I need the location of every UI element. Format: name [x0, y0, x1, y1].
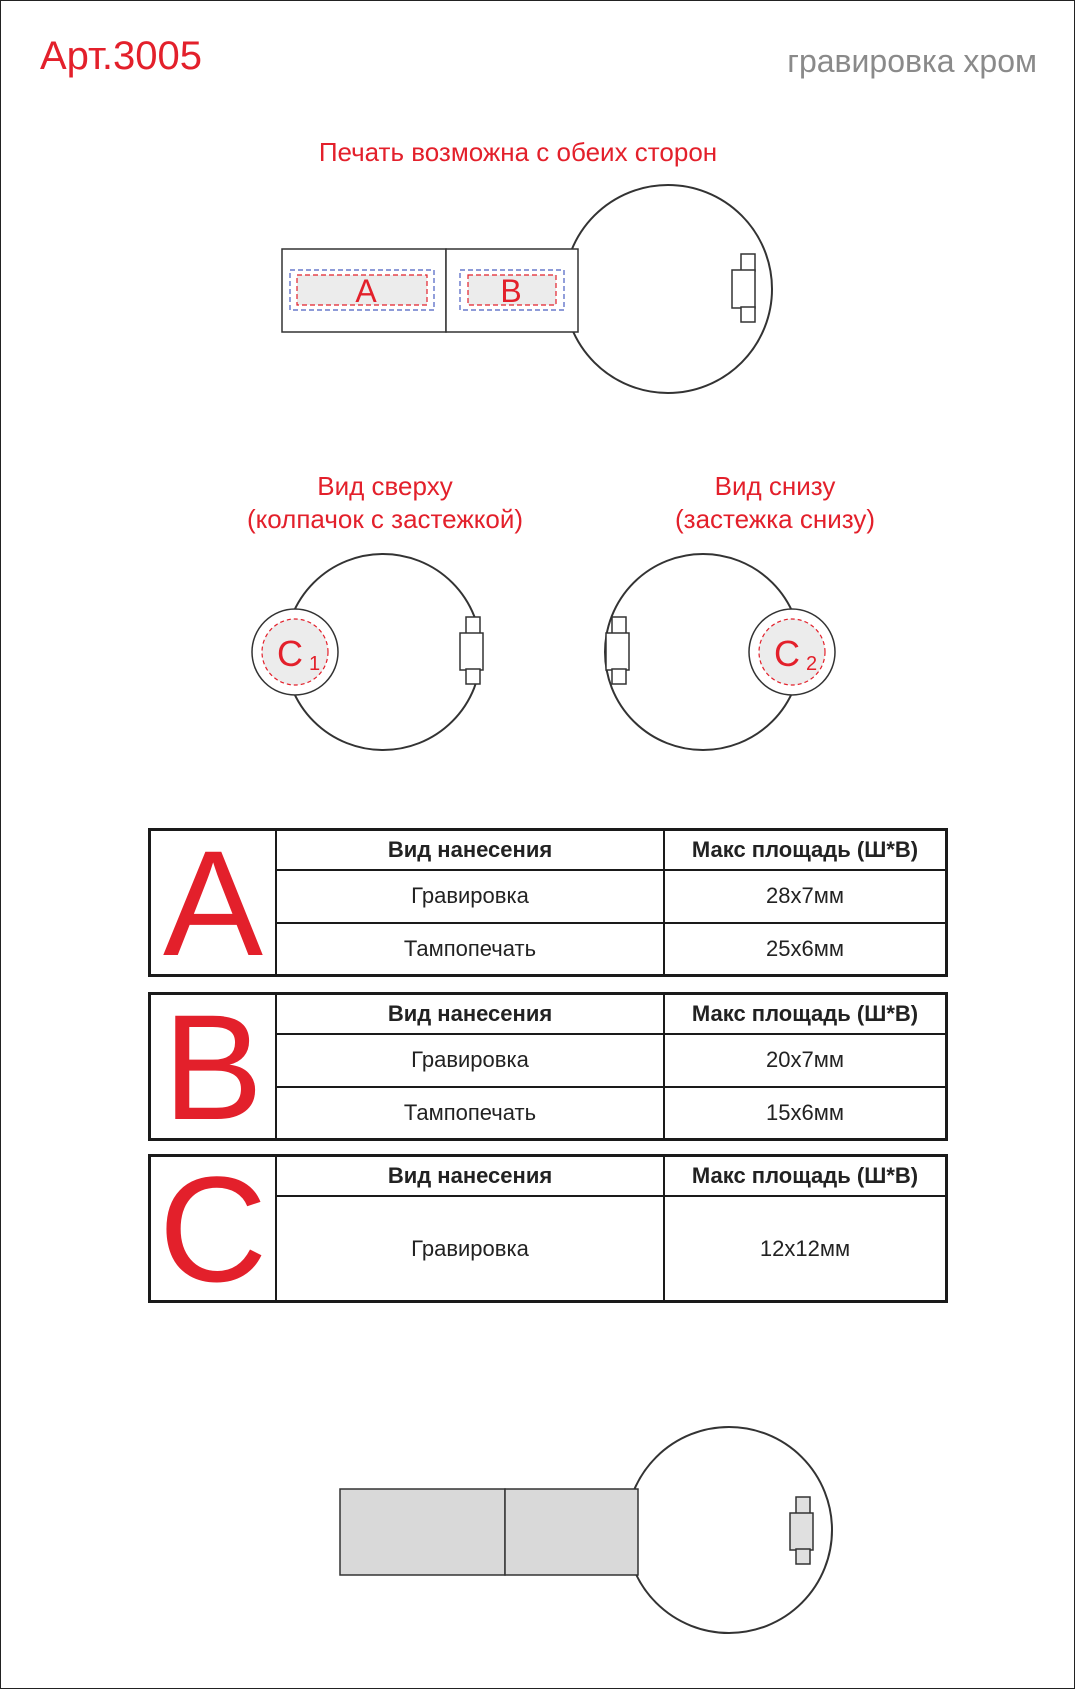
area-cell: 15x6мм: [766, 1099, 844, 1125]
table-zone-a: [148, 828, 948, 977]
product-illustration: [340, 1427, 832, 1633]
method-cell: Тампопечать: [277, 924, 665, 975]
bottom-view-diagram: [605, 554, 835, 750]
area-cell: 28x7мм: [766, 883, 844, 909]
table-letter-b: B: [151, 995, 277, 1138]
zone-c2-label: C: [774, 633, 800, 674]
table-row: [277, 922, 945, 975]
zone-c1-subscript: 1: [309, 653, 321, 675]
table-row: [277, 1033, 945, 1086]
usb-body-left-filled: [340, 1489, 505, 1575]
column-header-method: Вид нанесения: [277, 995, 665, 1033]
area-cell: 25x6мм: [766, 935, 844, 961]
method-cell: Гравировка: [277, 1197, 665, 1300]
table-letter-c: C: [151, 1157, 277, 1300]
table-zone-c: [148, 1154, 948, 1303]
bottom-view-subtitle: (застежка снизу): [674, 504, 875, 534]
column-header-area: Макс площадь (Ш*В): [691, 1163, 919, 1188]
clasp-icon: [732, 254, 755, 322]
print-both-sides-caption: Печать возможна с обеих сторон: [318, 137, 718, 167]
usb-body-right-filled: [505, 1489, 638, 1575]
zone-c2-subscript: 2: [806, 653, 818, 675]
table-zone-b: [148, 992, 948, 1141]
clasp-icon: [606, 617, 629, 684]
side-view-diagram: [282, 185, 772, 393]
method-cell: Гравировка: [277, 1035, 665, 1086]
table-row: [277, 1195, 945, 1300]
table-row: [277, 869, 945, 922]
column-header-method: Вид нанесения: [277, 831, 665, 869]
column-header-method: Вид нанесения: [277, 1157, 665, 1195]
column-header-area: Макс площадь (Ш*В): [691, 1001, 919, 1026]
table-row: [277, 1086, 945, 1139]
top-view-subtitle: (колпачок с застежкой): [246, 504, 524, 534]
area-cell: 20x7мм: [766, 1047, 844, 1073]
bottom-view-title: Вид снизу: [714, 471, 836, 501]
method-cell: Гравировка: [277, 871, 665, 922]
clasp-icon: [790, 1497, 813, 1564]
method-cell: Тампопечать: [277, 1088, 665, 1139]
finish-label: гравировка хром: [787, 43, 1037, 79]
zone-a-label: A: [355, 273, 377, 309]
clasp-icon: [460, 617, 483, 684]
area-cell: 12x12мм: [759, 1235, 851, 1261]
zone-b-label: B: [500, 273, 522, 309]
top-view-title: Вид сверху: [317, 471, 453, 501]
zone-c1-label: C: [277, 633, 303, 674]
article-number: Арт.3005: [40, 34, 203, 78]
top-view-diagram: [252, 554, 483, 750]
column-header-area: Макс площадь (Ш*В): [691, 837, 919, 862]
table-letter-a: A: [151, 831, 277, 974]
